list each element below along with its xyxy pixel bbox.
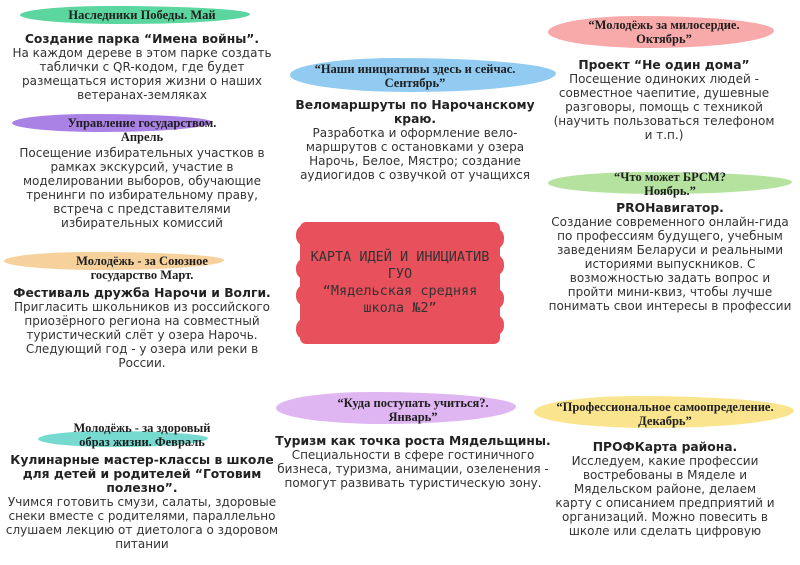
- block-text: На каждом дереве в этом парке создать таблички с QR-кодом, где будет размещаться история жизни о наших ветеранах-земляках: [12, 46, 272, 102]
- block-october: [548, 18, 780, 142]
- center-title-card: [300, 222, 500, 344]
- block-title: ПРОФКарта района.: [592, 440, 738, 454]
- block-header: Управление государством. Апрель: [4, 116, 280, 144]
- block-title: Туризм как точка роста Мядельщины.: [275, 434, 551, 448]
- block-february: [4, 421, 280, 551]
- block-title: Создание парка “Имена войны”.: [24, 32, 260, 46]
- center-line-2: ГУО: [387, 266, 413, 282]
- block-header: “Профессиональное самоопределение. Декабрь”: [530, 400, 800, 428]
- block-header: “Что может БРСМ? Ноябрь.”: [548, 170, 792, 198]
- block-march: [4, 254, 280, 370]
- block-header: Наследники Победы. Май: [4, 8, 280, 22]
- block-november: [548, 170, 792, 313]
- block-text: Исследуем, какие профессии востребованы в Мяделе и Мядельском районе, делаем карту с описанием предприятий и организаций. Можно повесить в школе или сделать цифровую: [555, 454, 775, 538]
- center-line-1: КАРТА ИДЕЙ И ИНИЦИАТИВ: [310, 249, 490, 265]
- block-text: Создание современного онлайн-гида по профессиям будущего, учебным заведениям Беларуси и реальными историями выпускников. С возможностью задать вопрос и пройти мини-квиз, чтобы лучше понимать свои интересы в профессии: [548, 215, 792, 313]
- block-header: “Куда поступать учиться?. Январь”: [274, 396, 552, 424]
- block-text: Посещение избирательных участков в рамках экскурсий, участие в моделировании выборов, обучающие тренинги по избирательному праву, встреча с представителями избирательных комиссий: [19, 146, 265, 230]
- block-title: Фестиваль дружба Нарочи и Волги.: [13, 286, 271, 300]
- block-text: Посещение одиноких людей - совместное чаепитие, душевные разговоры, помощь с техникой (научить пользоваться телефоном и т.п.): [553, 72, 775, 142]
- block-april: [4, 116, 280, 230]
- block-header: “Молодёжь за милосердие. Октябрь”: [548, 18, 780, 46]
- block-header: “Наши инициативы здесь и сейчас. Сентябрь”: [290, 62, 540, 90]
- block-september: [290, 62, 540, 182]
- center-title: [300, 222, 500, 344]
- block-january: [274, 396, 552, 490]
- block-title: Веломаршруты по Нарочанскому краю.: [295, 98, 535, 126]
- block-may: [4, 8, 280, 102]
- center-line-3: “Мядельская средняя: [322, 283, 478, 299]
- block-title: PROНавигатор.: [616, 201, 724, 215]
- block-text: Разработка и оформление вело-маршрутов с остановками у озера Нарочь, Белое, Мястро; создание аудиогидов с озвучкой от учащихся: [300, 126, 530, 182]
- block-text: Учимся готовить смузи, салаты, здоровые снеки вместе с родителями, параллельно слушаем лекцию от диетолога о здоровом питании: [5, 495, 279, 551]
- block-title: Проект “Не один дома”: [578, 58, 750, 72]
- block-title: Кулинарные мастер-классы в школе для детей и родителей “Готовим полезно”.: [10, 453, 274, 495]
- block-header: Молодёжь - за Союзное государство Март.: [4, 254, 280, 282]
- block-text: Пригласить школьников из российского приозёрного региона на совместный туристический слёт у озера Нарочь. Следующий год - у озера или реки в России.: [13, 300, 271, 370]
- block-december: [530, 400, 800, 538]
- block-header: Молодёжь - за здоровый образ жизни. Февраль: [4, 421, 280, 449]
- center-line-4: школа №2”: [363, 300, 437, 316]
- block-text: Специальности в сфере гостиничного бизнеса, туризма, анимации, озеленения - помогут развивать туристическую зону.: [277, 448, 549, 490]
